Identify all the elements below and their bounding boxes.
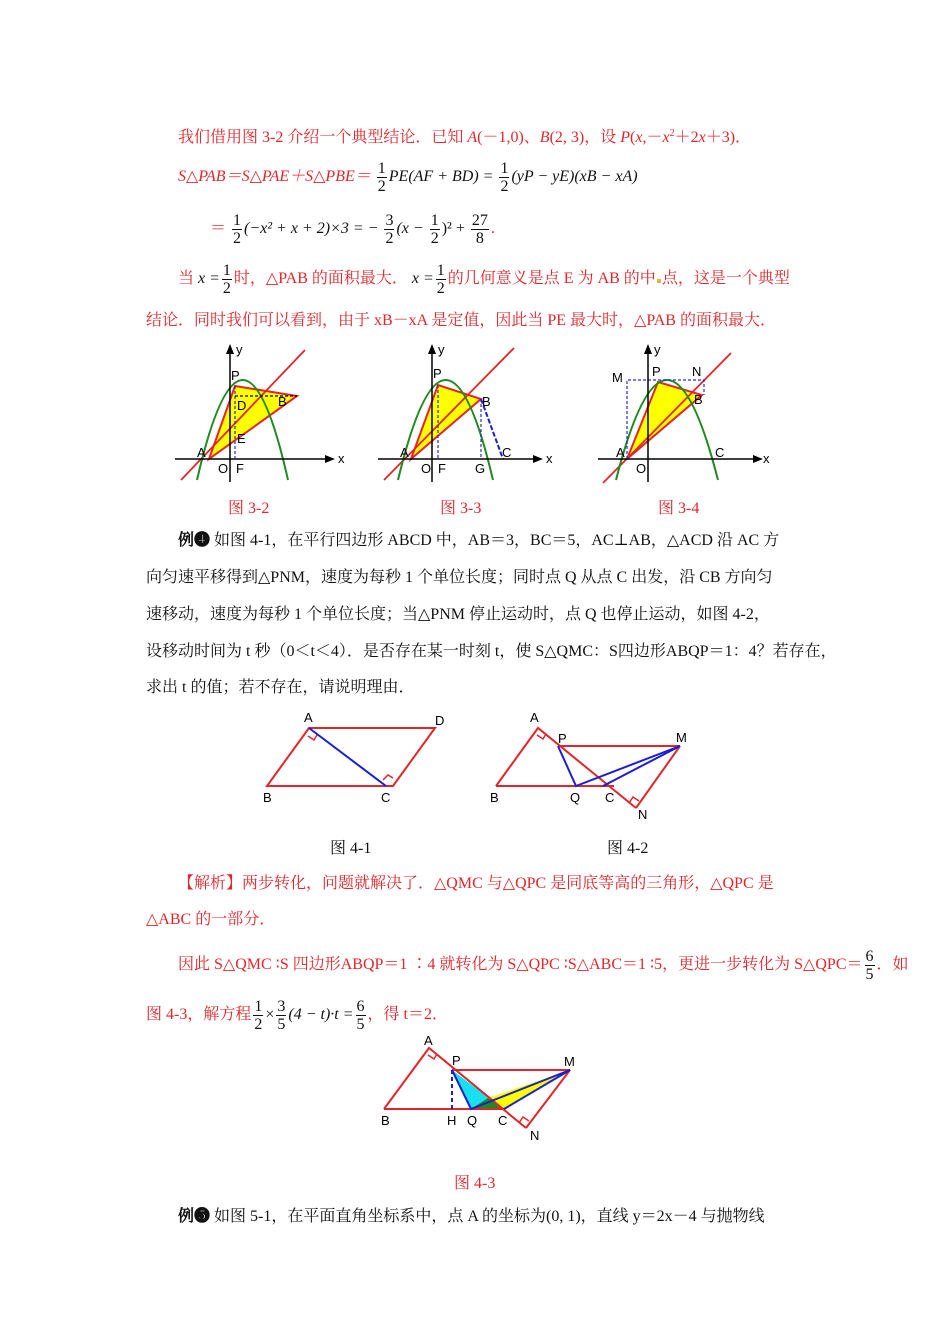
label-a: A (400, 445, 409, 460)
fraction-half (436, 262, 446, 297)
equation-term: (yP − yE)(xB − xA) (511, 168, 638, 186)
numerator: 1 (430, 212, 439, 229)
denominator: 5 (277, 1016, 286, 1033)
label-y: y (654, 342, 661, 357)
equation-term: (x − (396, 220, 424, 238)
numerator: 1 (233, 212, 242, 229)
analysis-line-1: 【解析】两步转化，问题就解决了．△QMC 与△QPC 是同底等高的三角形，△QPC 是 (178, 875, 774, 892)
text: 当 (178, 270, 195, 288)
example-4-line-1 (178, 531, 779, 551)
caption-fig-4-1: 图 4-1 (330, 840, 372, 857)
caption-fig-4-3: 图 4-3 (454, 1175, 496, 1192)
point-p: P (620, 129, 631, 146)
example-5-line-1 (178, 1207, 765, 1227)
label-p: P (652, 364, 661, 379)
label-h: H (447, 1113, 457, 1128)
label-d: D (237, 398, 247, 413)
caption-fig-3-2: 图 3-2 (228, 500, 270, 517)
label-o: O (421, 461, 432, 476)
fraction-3-5 (276, 998, 286, 1033)
label-n: N (530, 1128, 540, 1143)
denominator: 2 (377, 178, 386, 195)
intro-text: (－1,0)、 (477, 129, 540, 146)
equation-term: )² + (441, 220, 465, 238)
var-x: x (698, 129, 706, 146)
caption-fig-3-4: 图 3-4 (658, 500, 700, 517)
fraction-6-5 (356, 998, 366, 1033)
label-x: x (546, 451, 553, 466)
area-equation-2 (210, 212, 495, 247)
fraction-half (232, 212, 242, 247)
var-x: x (662, 129, 670, 146)
label-o: O (218, 461, 229, 476)
example-4-tag: 例❹ (178, 532, 211, 549)
label-c: C (381, 790, 391, 805)
denominator: 8 (475, 230, 484, 247)
label-y: y (438, 342, 445, 357)
numerator: 1 (436, 262, 445, 279)
example-4-line-5: 求出 t 的值；若不存在，请说明理由． (146, 679, 415, 696)
label-b: B (482, 394, 491, 409)
fraction-6-5 (865, 948, 875, 983)
label-d: D (435, 713, 445, 728)
label-x: x (763, 451, 770, 466)
numerator: 6 (356, 998, 365, 1015)
label-c: C (498, 1113, 508, 1128)
label-n: N (692, 364, 702, 379)
fraction-1-2 (253, 998, 263, 1033)
label-c: C (502, 445, 512, 460)
text: 如图 5-1，在平面直角坐标系中，点 A 的坐标为(0, 1)，直线 y＝2x－4 与抛物线 (214, 1208, 765, 1225)
label-p: P (433, 366, 442, 381)
denominator: 2 (430, 230, 439, 247)
label-f: F (438, 461, 446, 476)
point-b: B (539, 129, 550, 146)
analysis-line-2: △ABC 的一部分． (146, 911, 276, 928)
area-equation-1 (178, 160, 638, 195)
label-b: B (263, 790, 272, 805)
text: 因此 S△QMC ∶S 四边形ABQP＝1 ∶4 就转化为 S△QPC ∶S△ABC＝1 ∶5，更进一步转化为 S△QPC＝ (178, 956, 863, 974)
intro-text: (2, 3)，设 (549, 129, 621, 146)
fraction-half (377, 160, 387, 195)
label-p: P (452, 1053, 461, 1068)
label-q: Q (570, 790, 581, 805)
denominator: 2 (500, 178, 509, 195)
numerator: 3 (277, 998, 286, 1015)
example-4-line-4: 设移动时间为 t 秒（0＜t＜4）．是否存在某一时刻 t，使 S△QMC：S四边形ABQP＝1：4？若存在， (146, 643, 837, 660)
numerator: 1 (500, 160, 509, 177)
edit-marker-icon (657, 279, 661, 283)
label-e: E (237, 431, 246, 446)
example-4-line-2: 向匀速平移得到△PNM，速度为每秒 1 个单位长度；同时点 Q 从点 C 出发，沿 CB 方向匀 (146, 569, 773, 586)
figure-4-1 (255, 708, 455, 808)
var-x: x (635, 129, 643, 146)
denominator: 2 (436, 280, 445, 297)
label-o: O (636, 461, 647, 476)
label-q: Q (467, 1113, 478, 1128)
numerator: 6 (865, 948, 874, 965)
intro-text: ＋3)． (705, 129, 752, 146)
text: 图 4-3，解方程 (146, 1006, 252, 1024)
denominator: 5 (865, 966, 874, 983)
fraction-half (222, 262, 232, 297)
example-4-line-3: 速移动，速度为每秒 1 个单位长度；当△PNM 停止运动时，点 Q 也停止运动，如图 4-2， (146, 606, 770, 623)
numerator: 3 (385, 212, 394, 229)
label-b: B (490, 790, 499, 805)
label-a: A (424, 1033, 433, 1048)
analysis-line-4 (146, 998, 448, 1033)
numerator: 1 (222, 262, 231, 279)
times-sign: × (265, 1006, 275, 1024)
text: 如图 4-1，在平行四边形 ABCD 中，AB＝3，BC＝5，AC⊥AB，△ACD 沿 AC 方 (214, 532, 780, 549)
figure-4-2 (488, 708, 708, 823)
denominator: 2 (233, 230, 242, 247)
text: ，得 t＝2． (367, 1006, 448, 1024)
text: 时，△PAB 的面积最大． (233, 270, 408, 288)
exponent: 2 (669, 128, 675, 139)
analysis-line-3 (178, 948, 909, 983)
example-5-tag: 例❺ (178, 1208, 211, 1225)
intro-text: ,－ (642, 129, 663, 146)
numerator: 1 (377, 160, 386, 177)
label-p: P (231, 368, 240, 383)
point-a: A (467, 129, 478, 146)
equals-sign: ＝ (210, 220, 227, 238)
text: 的几何意义是点 E 为 AB 的中 (447, 270, 656, 288)
label-f: F (236, 461, 244, 476)
fraction-27-8 (471, 212, 489, 247)
text: 点，这是一个典型 (661, 270, 790, 288)
intro-text: 我们借用图 3-2 介绍一个典型结论．已知 (178, 129, 468, 146)
figure-3-2 (175, 340, 350, 485)
label-m: M (564, 1054, 575, 1069)
conclusion-line-1 (178, 262, 790, 297)
x-equals: x = (198, 270, 220, 288)
figure-3-3 (378, 340, 553, 485)
fraction-half (430, 212, 440, 247)
label-y: y (236, 342, 243, 357)
label-a: A (530, 710, 539, 725)
conclusion-line-2: 结论．同时我们可以看到，由于 xB－xA 是定值，因此当 PE 最大时，△PAB 的面积最大． (146, 312, 776, 329)
period: . (490, 220, 495, 238)
label-m: M (612, 370, 623, 385)
figure-4-3 (378, 1030, 583, 1145)
denominator: 2 (254, 1016, 263, 1033)
intro-text: ( (630, 129, 636, 146)
fraction-three-halves (384, 212, 394, 247)
intro-paragraph (178, 124, 751, 148)
denominator: 2 (385, 230, 394, 247)
label-a: A (616, 445, 625, 460)
equation-term: (−x² + x + 2)×3 = − (244, 220, 379, 238)
label-p: P (558, 731, 567, 746)
intro-text: ＋2 (674, 129, 699, 146)
numerator: 1 (254, 998, 263, 1015)
denominator: 5 (356, 1016, 365, 1033)
label-c: C (715, 445, 725, 460)
figure-3-4 (598, 340, 773, 485)
equation-term: PE(AF + BD) = (388, 168, 494, 186)
label-c: C (605, 790, 615, 805)
denominator: 2 (222, 280, 231, 297)
label-n: N (638, 807, 648, 822)
label-a: A (197, 445, 206, 460)
equation-lhs: S△PAB＝S△PAE＋S△PBE＝ (178, 168, 371, 186)
equation-term: (4 − t)·t = (288, 1006, 354, 1024)
text: ．如 (876, 956, 909, 974)
x-equals: x = (411, 270, 434, 288)
label-b: B (381, 1113, 390, 1128)
label-g: G (475, 461, 486, 476)
label-x: x (338, 451, 345, 466)
label-b: B (278, 394, 287, 409)
caption-fig-3-3: 图 3-3 (440, 500, 482, 517)
caption-fig-4-2: 图 4-2 (607, 840, 649, 857)
label-m: M (676, 730, 687, 745)
label-b: B (694, 392, 703, 407)
label-a: A (304, 710, 313, 725)
numerator: 27 (471, 212, 488, 229)
fraction-half (499, 160, 509, 195)
